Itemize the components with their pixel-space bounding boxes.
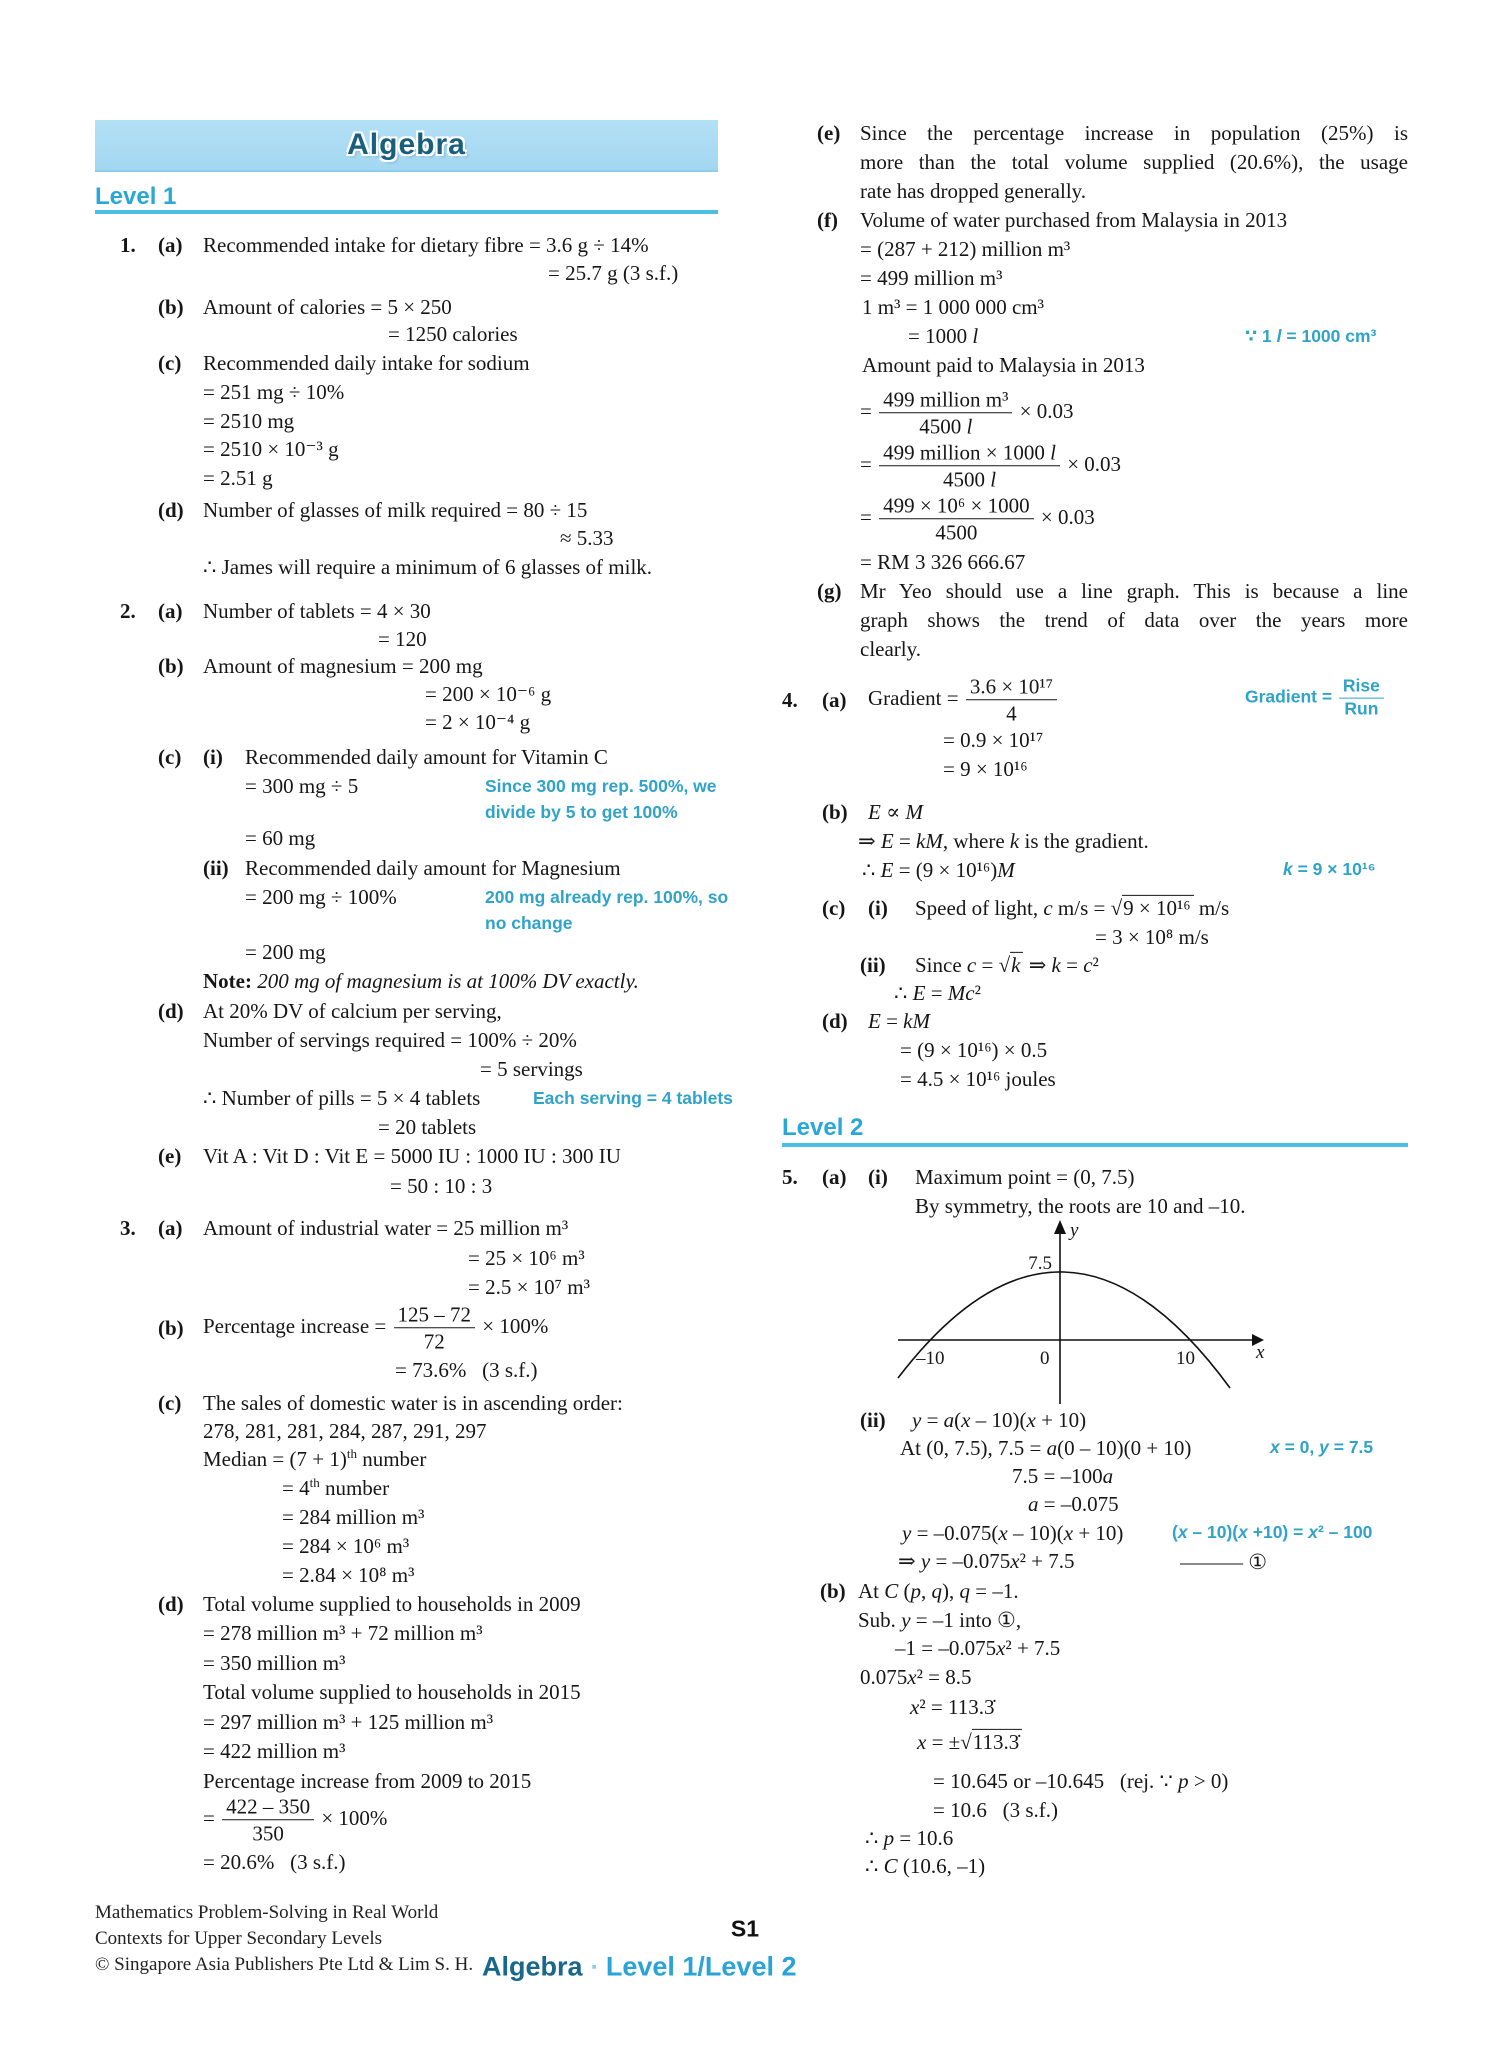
text-line: = 60 mg — [245, 825, 316, 850]
text-line: The sales of domestic water is in ascending order: — [203, 1390, 623, 1415]
text-line: = 499 million × 1000 l 4500 l × 0.03 — [860, 440, 1122, 492]
question-number: 1. — [120, 232, 136, 257]
text-line: ∴ E = Mc² — [894, 980, 981, 1005]
text-line: = 10.6 (3 s.f.) — [933, 1797, 1058, 1822]
text-line: Percentage increase = $\frac{125 - 72}{72}$ × 100% — [203, 1302, 549, 1354]
text-line: = (287 + 212) million m³ — [860, 236, 1071, 261]
x-axis-label: x — [1256, 1342, 1265, 1363]
part-label: (a) — [158, 232, 183, 257]
text-line: = 1000 l — [908, 323, 979, 348]
text-line: = 2.84 × 10⁸ m³ — [282, 1562, 415, 1587]
text-line: x² = 113.3̇ — [910, 1694, 995, 1719]
text-line: Amount of industrial water = 25 million m³ — [203, 1215, 569, 1240]
text-line: = 20.6% (3 s.f.) — [203, 1849, 346, 1874]
annotation: Gradient = Rise Run — [1245, 676, 1386, 721]
text-line: E = kM — [868, 1008, 930, 1033]
part-label: (a) — [822, 687, 847, 712]
text-line: more than the total volume supplied (20.6%), the usage — [860, 149, 1408, 174]
text-line: Note: 200 mg of magnesium is at 100% DV exactly. — [203, 968, 639, 993]
text-line: = 2.51 g — [203, 465, 273, 490]
annotation: no change — [485, 913, 573, 934]
footer-section-label — [482, 1952, 796, 1983]
text-line: ⇒ E = kM, where k is the gradient. — [858, 828, 1149, 853]
text-line: By symmetry, the roots are 10 and –10. — [915, 1193, 1246, 1218]
part-label: (b) — [820, 1578, 846, 1603]
imprint-line-1: Mathematics Problem-Solving in Real World — [95, 1902, 439, 1923]
y-axis-label: y — [1070, 1220, 1079, 1241]
text-line: = 5 servings — [480, 1056, 583, 1081]
text-line: ∴ E = (9 × 10¹⁶)M — [862, 857, 1015, 882]
text-line: ∴ p = 10.6 — [865, 1825, 954, 1850]
chapter-banner — [95, 120, 718, 172]
annotation: 200 mg already rep. 100%, so — [485, 887, 729, 908]
level2-rule — [782, 1143, 1408, 1147]
level1-heading: Level 1 — [95, 183, 177, 210]
part-label: (b) — [158, 653, 184, 678]
text-line: = 422 million m³ — [203, 1738, 346, 1763]
part-label: (i) — [868, 895, 888, 920]
annotation: Each serving = 4 tablets — [533, 1088, 733, 1109]
text-line: Total volume supplied to households in 2009 — [203, 1591, 581, 1616]
text-line: = 2510 mg — [203, 408, 295, 433]
level2-heading: Level 2 — [782, 1114, 864, 1141]
text-line: –1 = –0.075x² + 7.5 — [895, 1635, 1061, 1660]
text-line: Maximum point = (0, 7.5) — [915, 1164, 1135, 1189]
annotation: x = 0, y = 7.5 — [1270, 1437, 1374, 1458]
part-label: (a) — [158, 598, 183, 623]
annotation: k = 9 × 10¹⁶ — [1283, 859, 1376, 880]
text-line: = 278 million m³ + 72 million m³ — [203, 1620, 483, 1645]
part-label: (b) — [158, 1315, 184, 1340]
text-line: = 300 mg ÷ 5 — [245, 773, 359, 798]
text-line: Mr Yeo should use a line graph. This is because a line — [860, 578, 1408, 603]
text-line: ⇒ y = –0.075x² + 7.5 — [898, 1548, 1075, 1573]
text-line: = 2 × 10⁻⁴ g — [425, 709, 531, 734]
text-line: = 284 × 10⁶ m³ — [282, 1533, 410, 1558]
imprint-line-2: Contexts for Upper Secondary Levels — [95, 1928, 383, 1949]
text-line: = 25 × 10⁶ m³ — [468, 1245, 585, 1270]
text-line: Volume of water purchased from Malaysia in 2013 — [860, 207, 1288, 232]
footer-section-range: Level 1/Level 2 — [605, 1951, 797, 1982]
part-label: (c) — [158, 1390, 182, 1415]
text-line: = RM 3 326 666.67 — [860, 549, 1026, 574]
text-line: = 284 million m³ — [282, 1504, 425, 1529]
part-label: (c) — [822, 895, 846, 920]
text-line: = 251 mg ÷ 10% — [203, 379, 345, 404]
part-label: (i) — [868, 1164, 888, 1189]
text-line: Speed of light, c m/s = √9 × 10¹⁶ m/s — [915, 895, 1230, 920]
text-line: = 4.5 × 10¹⁶ joules — [900, 1066, 1056, 1091]
text-line: = 9 × 10¹⁶ — [943, 756, 1028, 781]
text-line: = 20 tablets — [378, 1114, 477, 1139]
text-line: = 25.7 g (3 s.f.) — [548, 260, 679, 285]
text-line: = 2510 × 10⁻³ g — [203, 436, 339, 461]
x-tick-right: 10 — [1176, 1348, 1195, 1369]
y-axis-arrow-icon — [1054, 1220, 1066, 1234]
text-line: Number of tablets = 4 × 30 — [203, 598, 431, 623]
text-line: Number of glasses of milk required = 80 ÷ 15 — [203, 497, 588, 522]
annotation: (x – 10)(x +10) = x² – 100 — [1172, 1522, 1373, 1543]
question-number: 2. — [120, 598, 136, 623]
text-line: Sub. y = –1 into ①, — [858, 1607, 1022, 1632]
question-number: 5. — [782, 1164, 798, 1189]
text-line: y = –0.075(x – 10)(x + 10) — [902, 1520, 1124, 1545]
text-line: At 20% DV of calcium per serving, — [203, 998, 502, 1023]
text-line: = 297 million m³ + 125 million m³ — [203, 1709, 494, 1734]
part-label: (i) — [203, 744, 223, 769]
text-line: = 10.645 or –10.645 (rej. ∵ p > 0) — [933, 1768, 1229, 1793]
part-label: (g) — [817, 578, 842, 603]
text-line: Recommended daily intake for sodium — [203, 350, 530, 375]
question-number: 3. — [120, 1215, 136, 1240]
chapter-title: Algebra — [347, 128, 466, 161]
part-label: (e) — [158, 1143, 182, 1168]
text-line: y = a(x – 10)(x + 10) — [912, 1407, 1087, 1432]
text-line: 278, 281, 281, 284, 287, 291, 297 — [203, 1418, 487, 1443]
text-line: At (0, 7.5), 7.5 = a(0 – 10)(0 + 10) — [900, 1435, 1192, 1460]
text-line: Percentage increase from 2009 to 2015 — [203, 1768, 532, 1793]
text-line: x = ±√113.3̇ — [917, 1729, 1022, 1755]
text-line: Number of servings required = 100% ÷ 20% — [203, 1027, 577, 1052]
parabola-curve — [898, 1272, 1230, 1388]
parabola-graph — [880, 1218, 1280, 1414]
question-number: 4. — [782, 687, 798, 712]
text-line: = 2.5 × 10⁷ m³ — [468, 1274, 590, 1299]
text-line: Recommended intake for dietary fibre = 3.6 g ÷ 14% — [203, 232, 649, 257]
text-line: = 200 mg — [245, 939, 326, 964]
part-label: (d) — [158, 998, 184, 1023]
part-label: (c) — [158, 744, 182, 769]
text-line: = 350 million m³ — [203, 1650, 346, 1675]
footer-chapter: Algebra — [482, 1951, 583, 1982]
part-label: (c) — [158, 350, 182, 375]
footer-separator-icon: ▪ — [591, 1958, 597, 1976]
text-line: = $\frac{\text{499 × 10⁶ × 1000}}{4500}$ × 0.03 — [860, 493, 1095, 545]
max-point-label: 7.5 — [1028, 1253, 1052, 1274]
text-line: = 0.9 × 10¹⁷ — [943, 727, 1044, 752]
text-line: Since c = √k ⇒ k = c² — [915, 952, 1099, 977]
text-line: Amount paid to Malaysia in 2013 — [862, 352, 1145, 377]
x-tick-origin: 0 — [1040, 1348, 1050, 1369]
text-line: Total volume supplied to households in 2015 — [203, 1679, 581, 1704]
part-label: (b) — [158, 294, 184, 319]
annotation: divide by 5 to get 100% — [485, 802, 678, 823]
text-line: ——— ① — [1180, 1549, 1268, 1574]
text-line: Since the percentage increase in population (25%) is — [860, 120, 1408, 145]
text-line: = 73.6% (3 s.f.) — [395, 1357, 538, 1382]
part-label: (d) — [158, 1591, 184, 1616]
text-line: At C (p, q), q = –1. — [858, 1578, 1019, 1603]
text-line: = (9 × 10¹⁶) × 0.5 — [900, 1037, 1048, 1062]
text-line: ∴ Number of pills = 5 × 4 tablets — [203, 1085, 481, 1110]
page-number: S1 — [730, 1915, 760, 1942]
level1-rule — [95, 210, 718, 214]
text-line: ≈ 5.33 — [560, 525, 614, 550]
part-label: (d) — [158, 497, 184, 522]
text-line: Amount of calories = 5 × 250 — [203, 294, 452, 319]
x-tick-left: –10 — [916, 1348, 945, 1369]
annotation: Since 300 mg rep. 500%, we — [485, 776, 717, 797]
text-line: Amount of magnesium = 200 mg — [203, 653, 483, 678]
part-label: (a) — [822, 1164, 847, 1189]
part-label: (a) — [158, 1215, 183, 1240]
text-line: 0.075x² = 8.5 — [860, 1664, 972, 1689]
text-line: a = –0.075 — [1028, 1491, 1119, 1516]
text-line: = 4th number — [282, 1474, 390, 1500]
part-label: (d) — [822, 1008, 848, 1033]
text-line: = 200 × 10⁻⁶ g — [425, 681, 552, 706]
text-line: = 499 million m³ 4500 l × 0.03 — [860, 387, 1074, 439]
text-line: = $\frac{422 - 350}{350}$ × 100% — [203, 1794, 388, 1846]
text-line: = 3 × 10⁸ m/s — [1095, 924, 1209, 949]
part-label: (b) — [822, 799, 848, 824]
part-label: (ii) — [203, 855, 229, 880]
text-line: = 1250 calories — [388, 321, 518, 346]
imprint-line-3: © Singapore Asia Publishers Pte Ltd & Lim S. H. — [95, 1954, 474, 1975]
text-line: = 499 million m³ — [860, 265, 1003, 290]
part-label: (e) — [817, 120, 841, 145]
part-label: (ii) — [860, 952, 886, 977]
text-line: rate has dropped generally. — [860, 178, 1087, 203]
text-line: = 50 : 10 : 3 — [390, 1173, 493, 1198]
part-label: (f) — [817, 207, 838, 232]
text-line: = 200 mg ÷ 100% — [245, 884, 397, 909]
part-label: (ii) — [860, 1407, 886, 1432]
text-line: graph shows the trend of data over the years more — [860, 607, 1408, 632]
text-line: ∴ C (10.6, –1) — [865, 1853, 986, 1878]
text-line: 1 m³ = 1 000 000 cm³ — [862, 294, 1044, 319]
text-line: E ∝ M — [868, 799, 924, 824]
text-line: Vit A : Vit D : Vit E = 5000 IU : 1000 IU : 300 IU — [203, 1143, 621, 1168]
text-line: ∴ James will require a minimum of 6 glasses of milk. — [203, 554, 653, 579]
text-line: Recommended daily amount for Magnesium — [245, 855, 621, 880]
text-line: Recommended daily amount for Vitamin C — [245, 744, 608, 769]
text-line: Median = $(7 + 1)^{th}$ number — [203, 1445, 427, 1471]
text-line: clearly. — [860, 636, 922, 661]
text-line: Gradient = $\frac{\text{3.6 × 10¹⁷}}{4}$ — [868, 673, 1059, 727]
text-line: = 120 — [378, 626, 427, 651]
annotation: ∵ 1 l = 1000 cm³ — [1245, 326, 1377, 347]
text-line: 7.5 = –100a — [1012, 1463, 1114, 1488]
